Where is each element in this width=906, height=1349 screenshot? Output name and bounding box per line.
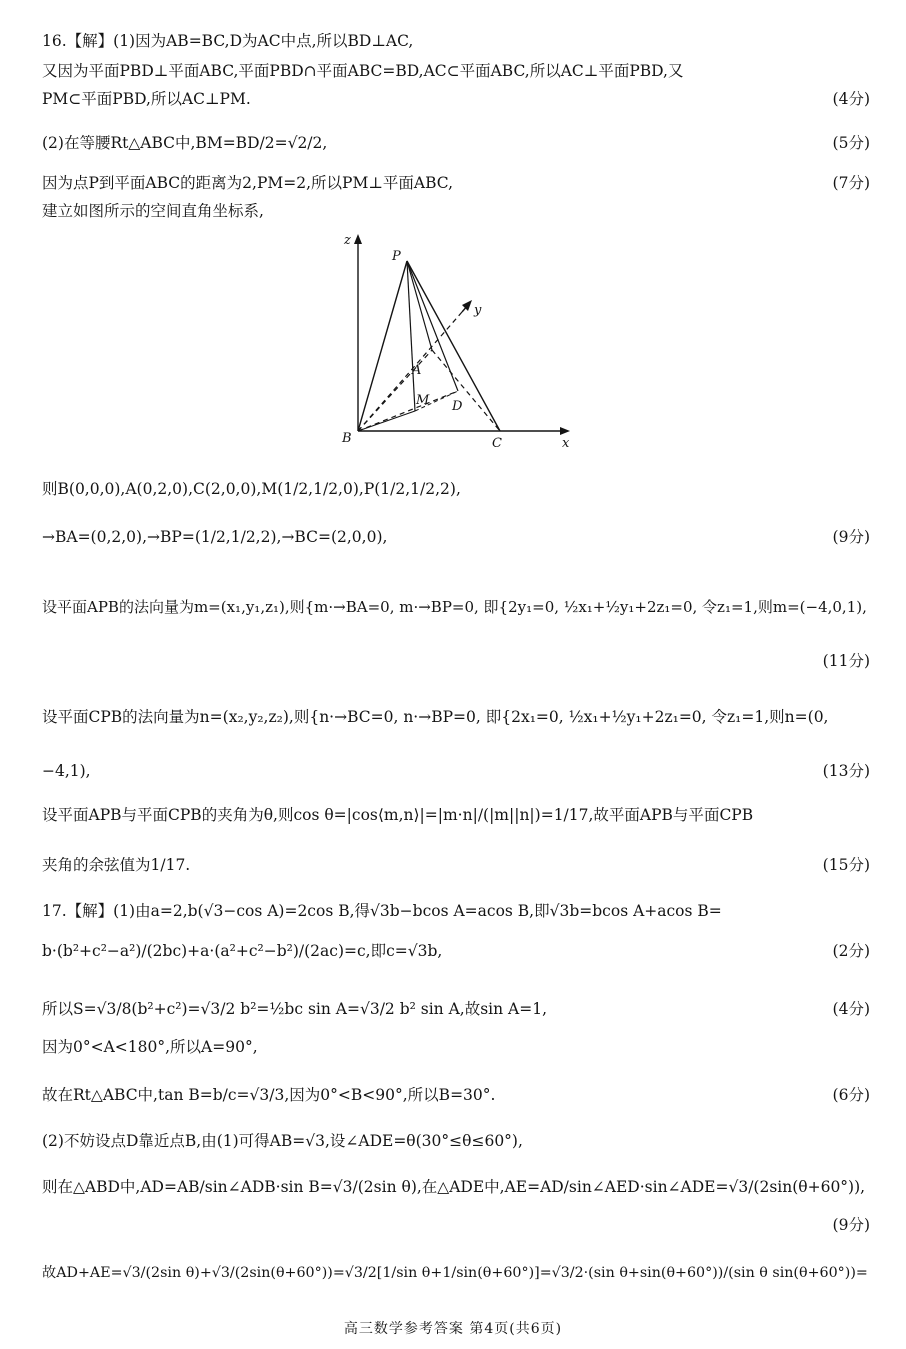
- x-axis-arrow: [560, 427, 570, 435]
- p17-line-8: 故AD+AE=√3/(2sin θ)+√3/(2sin(θ+60°))=√3/2[1/sin θ+1/sin(θ+60°)]=√3/2·(sin θ+sin(θ+60°))/(sin θ sin(θ+60°))=: [42, 1265, 868, 1281]
- label-M: M: [416, 393, 430, 408]
- p17-line-5: 故在Rt△ABC中,tan B=b/c=√3/3,因为0°<B<90°,所以B=30°.: [42, 1086, 496, 1104]
- p17-line-6: (2)不妨设点D靠近点B,由(1)可得AB=√3,设∠ADE=θ(30°≤θ≤60°),: [42, 1132, 523, 1150]
- p17-line-2: b·(b²+c²−a²)/(2bc)+a·(a²+c²−b²)/(2ac)=c,即c=√3b,: [42, 942, 443, 960]
- p16-line-8: →BA=(0,2,0),→BP=(1/2,1/2,2),→BC=(2,0,0),: [42, 528, 388, 546]
- p16-line-12: 设平面APB与平面CPB的夹角为θ,则cos θ=|cos⟨m,n⟩|=|m·n|/(|m||n|)=1/17,故平面APB与平面CPB: [42, 806, 754, 824]
- p17-score-9: (9分): [832, 1216, 870, 1234]
- label-B: B: [342, 431, 352, 446]
- label-x: x: [562, 436, 570, 451]
- p16-score-11: (11分): [822, 652, 870, 670]
- p16-line-11: −4,1),: [42, 762, 91, 780]
- p16-line-7: 则B(0,0,0),A(0,2,0),C(2,0,0),M(1/2,1/2,0),P(1/2,1/2,2),: [42, 480, 461, 498]
- p16-score-15: (15分): [822, 856, 870, 874]
- p16-line-2: 又因为平面PBD⊥平面ABC,平面PBD∩平面ABC=BD,AC⊂平面ABC,所以AC⊥平面PBD,又: [42, 62, 684, 80]
- z-axis-arrow: [354, 234, 362, 244]
- edge-AC: [432, 350, 500, 431]
- p17-line-1: 17.【解】(1)由a=2,b(√3−cos A)=2cos B,得√3b−bcos A=acos B,即√3b=bcos A+acos B=: [42, 902, 722, 920]
- p16-line-9: 设平面APB的法向量为m=(x₁,y₁,z₁),则{m·→BA=0, m·→BP=0, 即{2y₁=0, ½x₁+½y₁+2z₁=0, 令z₁=1,则m=(−4,0,1),: [42, 598, 867, 616]
- p16-line-4: (2)在等腰Rt△ABC中,BM=BD/2=√2/2,: [42, 134, 328, 152]
- coordinate-figure: [330, 228, 590, 453]
- p16-score-5: (5分): [832, 134, 870, 152]
- page-footer: 高三数学参考答案 第4页(共6页): [343, 1321, 563, 1337]
- p17-score-6: (6分): [832, 1086, 870, 1104]
- p16-score-9: (9分): [832, 528, 870, 546]
- p16-line-6: 建立如图所示的空间直角坐标系,: [42, 202, 264, 220]
- edge-PB: [358, 261, 407, 431]
- p17-score-2: (2分): [832, 942, 870, 960]
- p17-line-7: 则在△ABD中,AD=AB/sin∠ADB·sin B=√3/(2sin θ),在△ADE中,AE=AD/sin∠AED·sin∠ADE=√3/(2sin(θ+60°)),: [42, 1178, 866, 1196]
- p16-line-3: PM⊂平面PBD,所以AC⊥PM.: [42, 90, 251, 108]
- label-P: P: [392, 249, 401, 264]
- p16-line-13: 夹角的余弦值为1/17.: [42, 856, 191, 874]
- p16-score-13: (13分): [822, 762, 870, 780]
- p17-line-3: 所以S=√3/8(b²+c²)=√3/2 b²=½bc sin A=√3/2 b² sin A,故sin A=1,: [42, 1000, 547, 1018]
- p17-line-4: 因为0°<A<180°,所以A=90°,: [42, 1038, 258, 1056]
- p17-score-4: (4分): [832, 1000, 870, 1018]
- p16-score-4: (4分): [832, 90, 870, 108]
- label-C: C: [492, 436, 502, 451]
- label-A: A: [412, 363, 422, 378]
- label-D: D: [452, 399, 463, 414]
- label-y: y: [474, 303, 482, 318]
- p16-score-7: (7分): [832, 174, 870, 192]
- label-z: z: [344, 233, 351, 248]
- p16-line-10: 设平面CPB的法向量为n=(x₂,y₂,z₂),则{n·→BC=0, n·→BP=0, 即{2x₁=0, ½x₁+½y₁+2z₁=0, 令z₁=1,则n=(0,: [42, 708, 829, 726]
- p16-line-5: 因为点P到平面ABC的距离为2,PM=2,所以PM⊥平面ABC,: [42, 174, 454, 192]
- edge-BD: [358, 391, 458, 431]
- p16-line-1: 16.【解】(1)因为AB=BC,D为AC中点,所以BD⊥AC,: [42, 32, 414, 50]
